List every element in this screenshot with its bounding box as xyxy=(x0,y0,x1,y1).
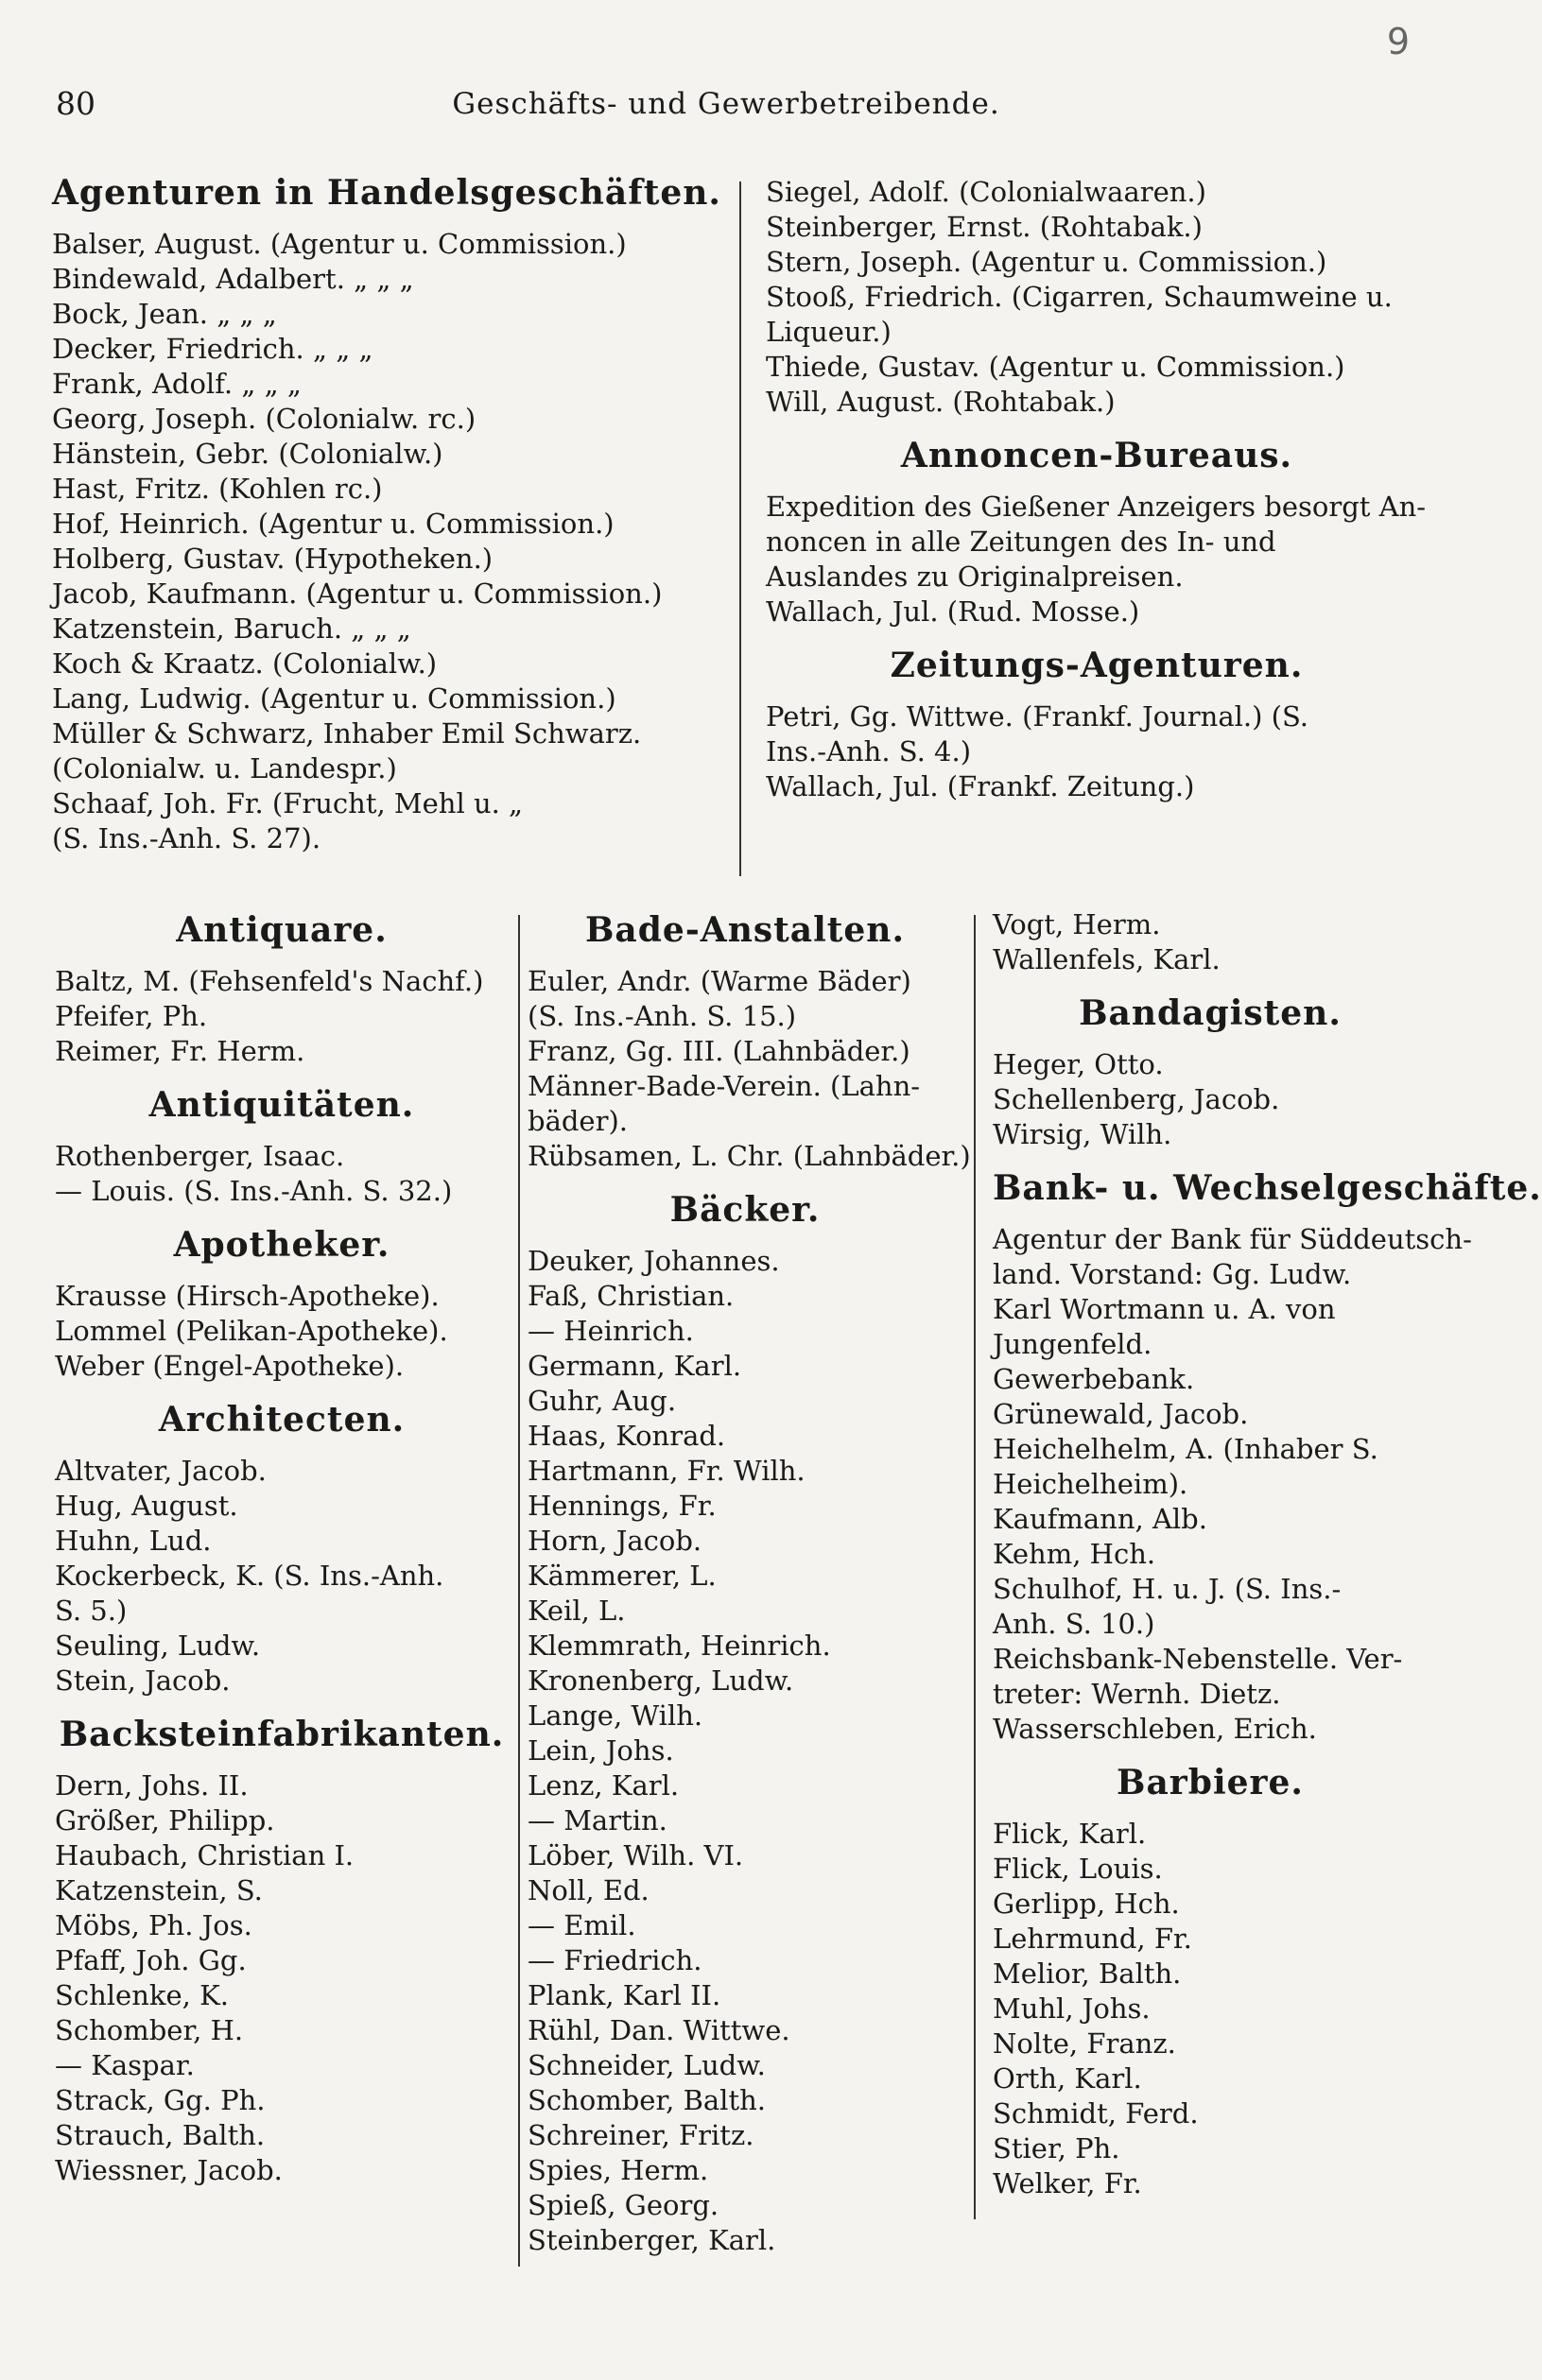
entry-line: Schlenke, K. xyxy=(55,1979,229,2011)
entry-line: Wasserschleben, Erich. xyxy=(993,1713,1317,1745)
top-left-column xyxy=(52,170,721,856)
entry-line: Schomber, H. xyxy=(55,2014,244,2046)
column-rule xyxy=(518,915,520,2267)
entry-line: Guhr, Aug. xyxy=(528,1385,677,1417)
section-heading: Bade-Anstalten. xyxy=(584,910,905,950)
entry-line: Reichsbank-Nebenstelle. Ver- xyxy=(993,1643,1403,1675)
entry-line: Dern, Johs. II. xyxy=(55,1769,249,1802)
entry-line: S. 5.) xyxy=(55,1595,128,1627)
entry-line: Schaaf, Joh. Fr. (Frucht, Mehl u. „ xyxy=(52,787,524,819)
entry-line: Heichelhelm, A. (Inhaber S. xyxy=(993,1433,1378,1465)
entry-line: Kronenberg, Ludw. xyxy=(528,1664,794,1697)
entry-line: Gewerbebank. xyxy=(993,1363,1195,1395)
entry-line: Möbs, Ph. Jos. xyxy=(55,1909,252,1941)
entry-line: Pfaff, Joh. Gg. xyxy=(55,1944,247,1976)
entry-line: Horn, Jacob. xyxy=(528,1525,702,1557)
entry-line: (S. Ins.-Anh. S. 15.) xyxy=(528,1000,797,1032)
entry-line: Kehm, Hch. xyxy=(993,1538,1156,1570)
section-heading: Antiquare. xyxy=(176,910,388,950)
page-number: 80 xyxy=(56,85,95,122)
entry-line: Muhl, Johs. xyxy=(993,1992,1151,2025)
entry-line: noncen in alle Zeitungen des In- und xyxy=(766,526,1276,558)
lower-column-2 xyxy=(528,907,971,2258)
entry-line: Schomber, Balth. xyxy=(528,2084,767,2116)
entry-line: Schreiner, Fritz. xyxy=(528,2119,754,2151)
entry-line: Grünewald, Jacob. xyxy=(993,1398,1249,1430)
entry-line: Strack, Gg. Ph. xyxy=(55,2084,266,2116)
entry-line: Frank, Adolf. „ „ „ xyxy=(52,368,302,400)
entry-line: Bindewald, Adalbert. „ „ „ xyxy=(52,263,414,295)
entry-line: Krausse (Hirsch-Apotheke). xyxy=(55,1280,440,1312)
section-heading: Annoncen-Bureaus. xyxy=(900,436,1293,475)
entry-line: Deuker, Johannes. xyxy=(528,1245,780,1277)
entry-line: — Martin. xyxy=(528,1804,667,1837)
entry-line: Georg, Joseph. (Colonialw. rc.) xyxy=(52,403,476,435)
entry-line: Expedition des Gießener Anzeigers besorgt An- xyxy=(766,491,1427,523)
entry-line: treter: Wernh. Dietz. xyxy=(993,1678,1281,1710)
entry-line: Nolte, Franz. xyxy=(993,2027,1176,2060)
running-title: Geschäfts- und Gewerbetreibende. xyxy=(452,87,1000,121)
entry-line: Heger, Otto. xyxy=(993,1048,1164,1080)
section-heading: Bäcker. xyxy=(669,1190,821,1230)
entry-line: Wirsig, Wilh. xyxy=(993,1118,1172,1150)
entry-line: Lehrmund, Fr. xyxy=(993,1923,1192,1955)
entry-line: Schellenberg, Jacob. xyxy=(993,1083,1280,1115)
section-heading: Agenturen in Handelsgeschäften. xyxy=(52,173,721,213)
entry-line: Orth, Karl. xyxy=(993,2062,1142,2095)
entry-line: Plank, Karl II. xyxy=(528,1979,721,2011)
entry-line: Germann, Karl. xyxy=(528,1350,742,1382)
entry-line: Vogt, Herm. xyxy=(993,908,1161,940)
section-heading: Apotheker. xyxy=(173,1225,390,1265)
entry-line: Flick, Karl. xyxy=(993,1818,1147,1850)
entry-line: Ins.-Anh. S. 4.) xyxy=(766,735,972,767)
entry-line: Müller & Schwarz, Inhaber Emil Schwarz. xyxy=(52,717,642,750)
entry-line: Stooß, Friedrich. (Cigarren, Schaumweine u. xyxy=(766,281,1393,313)
entry-line: Jacob, Kaufmann. (Agentur u. Commission.) xyxy=(52,578,663,610)
entry-line: Größer, Philipp. xyxy=(55,1804,275,1837)
column-rule xyxy=(739,181,741,876)
entry-line: Wallenfels, Karl. xyxy=(993,943,1221,975)
entry-line: Lenz, Karl. xyxy=(528,1769,680,1802)
entry-line: Kämmerer, L. xyxy=(528,1560,717,1592)
corner-mark: 9 xyxy=(1386,21,1410,62)
entry-line: Lang, Ludwig. (Agentur u. Commission.) xyxy=(52,682,616,715)
entry-line: Altvater, Jacob. xyxy=(55,1455,267,1487)
section-heading: Bandagisten. xyxy=(1079,993,1342,1033)
entry-line: Katzenstein, S. xyxy=(55,1874,263,1906)
entry-line: Hennings, Fr. xyxy=(528,1490,717,1522)
entry-line: Gerlipp, Hch. xyxy=(993,1888,1180,1920)
entry-line: Siegel, Adolf. (Colonialwaaren.) xyxy=(766,176,1206,208)
entry-line: Spies, Herm. xyxy=(528,2154,709,2186)
entry-line: Schmidt, Ferd. xyxy=(993,2097,1199,2130)
section-heading: Bank- u. Wechselgeschäfte. xyxy=(993,1168,1542,1208)
entry-line: Noll, Ed. xyxy=(528,1874,650,1906)
entry-line: (Colonialw. u. Landespr.) xyxy=(52,752,397,785)
entry-line: Holberg, Gustav. (Hypotheken.) xyxy=(52,543,494,575)
entry-line: Welker, Fr. xyxy=(993,2167,1142,2199)
entry-line: Karl Wortmann u. A. von xyxy=(993,1293,1336,1325)
entry-line: Hof, Heinrich. (Agentur u. Commission.) xyxy=(52,508,615,540)
entry-line: Katzenstein, Baruch. „ „ „ xyxy=(52,612,411,645)
entry-line: Hug, August. xyxy=(55,1490,238,1522)
entry-line: Franz, Gg. III. (Lahnbäder.) xyxy=(528,1035,910,1067)
entry-line: Petri, Gg. Wittwe. (Frankf. Journal.) (S. xyxy=(766,700,1309,733)
entry-line: Wallach, Jul. (Frankf. Zeitung.) xyxy=(766,770,1195,802)
column-rule xyxy=(974,915,976,2219)
entry-line: Faß, Christian. xyxy=(528,1280,735,1312)
entry-line: Stier, Ph. xyxy=(993,2132,1120,2164)
entry-line: — Emil. xyxy=(528,1909,636,1941)
entry-line: Weber (Engel-Apotheke). xyxy=(55,1350,405,1382)
entry-line: Hänstein, Gebr. (Colonialw.) xyxy=(52,438,443,470)
entry-line: Melior, Balth. xyxy=(993,1957,1182,1990)
entry-line: Reimer, Fr. Herm. xyxy=(55,1035,305,1067)
entry-line: Anh. S. 10.) xyxy=(993,1608,1155,1640)
entry-line: Will, August. (Rohtabak.) xyxy=(766,386,1116,418)
entry-line: Rothenberger, Isaac. xyxy=(55,1140,345,1172)
entry-line: Stern, Joseph. (Agentur u. Commission.) xyxy=(766,246,1327,278)
entry-line: — Louis. (S. Ins.-Anh. S. 32.) xyxy=(55,1175,453,1207)
entry-line: Seuling, Ludw. xyxy=(55,1630,261,1662)
entry-line: Schulhof, H. u. J. (S. Ins.- xyxy=(993,1573,1342,1605)
entry-line: Thiede, Gustav. (Agentur u. Commission.) xyxy=(766,351,1345,383)
lower-column-3 xyxy=(993,907,1542,2201)
entry-line: Löber, Wilh. VI. xyxy=(528,1839,744,1871)
entry-line: Bock, Jean. „ „ „ xyxy=(52,298,277,330)
entry-line: (S. Ins.-Anh. S. 27). xyxy=(52,822,321,854)
entry-line: Klemmrath, Heinrich. xyxy=(528,1630,831,1662)
entry-line: Baltz, M. (Fehsenfeld's Nachf.) xyxy=(55,965,484,997)
entry-line: Lein, Johs. xyxy=(528,1734,674,1767)
entry-line: — Kaspar. xyxy=(55,2049,195,2081)
section-heading: Architecten. xyxy=(158,1400,406,1440)
entry-line: Männer-Bade-Verein. (Lahn- xyxy=(528,1070,921,1102)
entry-line: Kaufmann, Alb. xyxy=(993,1503,1207,1535)
top-right-column xyxy=(766,175,1428,804)
entry-line: Heichelheim). xyxy=(993,1468,1188,1500)
section-heading: Backsteinfabrikanten. xyxy=(59,1715,505,1754)
entry-line: Haubach, Christian I. xyxy=(55,1839,355,1871)
entry-line: bäder). xyxy=(528,1105,628,1137)
entry-line: Hartmann, Fr. Wilh. xyxy=(528,1455,806,1487)
entry-line: Rühl, Dan. Wittwe. xyxy=(528,2014,790,2046)
entry-line: — Friedrich. xyxy=(528,1944,702,1976)
entry-line: Jungenfeld. xyxy=(993,1328,1152,1360)
entry-line: Strauch, Balth. xyxy=(55,2119,266,2151)
entry-line: Rübsamen, L. Chr. (Lahnbäder.) xyxy=(528,1140,971,1172)
entry-line: Balser, August. (Agentur u. Commission.) xyxy=(52,228,627,260)
entry-line: Pfeifer, Ph. xyxy=(55,1000,208,1032)
entry-line: Euler, Andr. (Warme Bäder) xyxy=(528,965,911,997)
entry-line: Wallach, Jul. (Rud. Mosse.) xyxy=(766,595,1140,628)
entry-line: Hast, Fritz. (Kohlen rc.) xyxy=(52,473,383,505)
entry-line: Lange, Wilh. xyxy=(528,1699,703,1732)
entry-line: Agentur der Bank für Süddeutsch- xyxy=(993,1223,1472,1255)
entry-line: Flick, Louis. xyxy=(993,1853,1163,1885)
entry-line: — Heinrich. xyxy=(528,1315,694,1347)
entry-line: Huhn, Lud. xyxy=(55,1525,212,1557)
entry-line: Koch & Kraatz. (Colonialw.) xyxy=(52,647,438,680)
entry-line: Steinberger, Ernst. (Rohtabak.) xyxy=(766,211,1203,243)
section-heading: Zeitungs-Agenturen. xyxy=(890,646,1304,685)
entry-line: Decker, Friedrich. „ „ „ xyxy=(52,333,373,365)
entry-line: land. Vorstand: Gg. Ludw. xyxy=(993,1258,1352,1290)
entry-line: Auslandes zu Originalpreisen. xyxy=(766,561,1184,593)
entry-line: Steinberger, Karl. xyxy=(528,2224,776,2256)
entry-line: Liqueur.) xyxy=(766,316,892,348)
page-header xyxy=(52,21,1410,134)
entry-line: Keil, L. xyxy=(528,1595,626,1627)
entry-line: Lommel (Pelikan-Apotheke). xyxy=(55,1315,448,1347)
entry-line: Stein, Jacob. xyxy=(55,1664,231,1697)
section-heading: Barbiere. xyxy=(1117,1763,1304,1802)
entry-line: Wiessner, Jacob. xyxy=(55,2154,283,2186)
entry-line: Haas, Konrad. xyxy=(528,1420,726,1452)
section-heading: Antiquitäten. xyxy=(148,1085,415,1125)
lower-column-1 xyxy=(55,907,509,2188)
entry-line: Kockerbeck, K. (S. Ins.-Anh. xyxy=(55,1560,444,1592)
entry-line: Schneider, Ludw. xyxy=(528,2049,766,2081)
entry-line: Spieß, Georg. xyxy=(528,2189,719,2221)
